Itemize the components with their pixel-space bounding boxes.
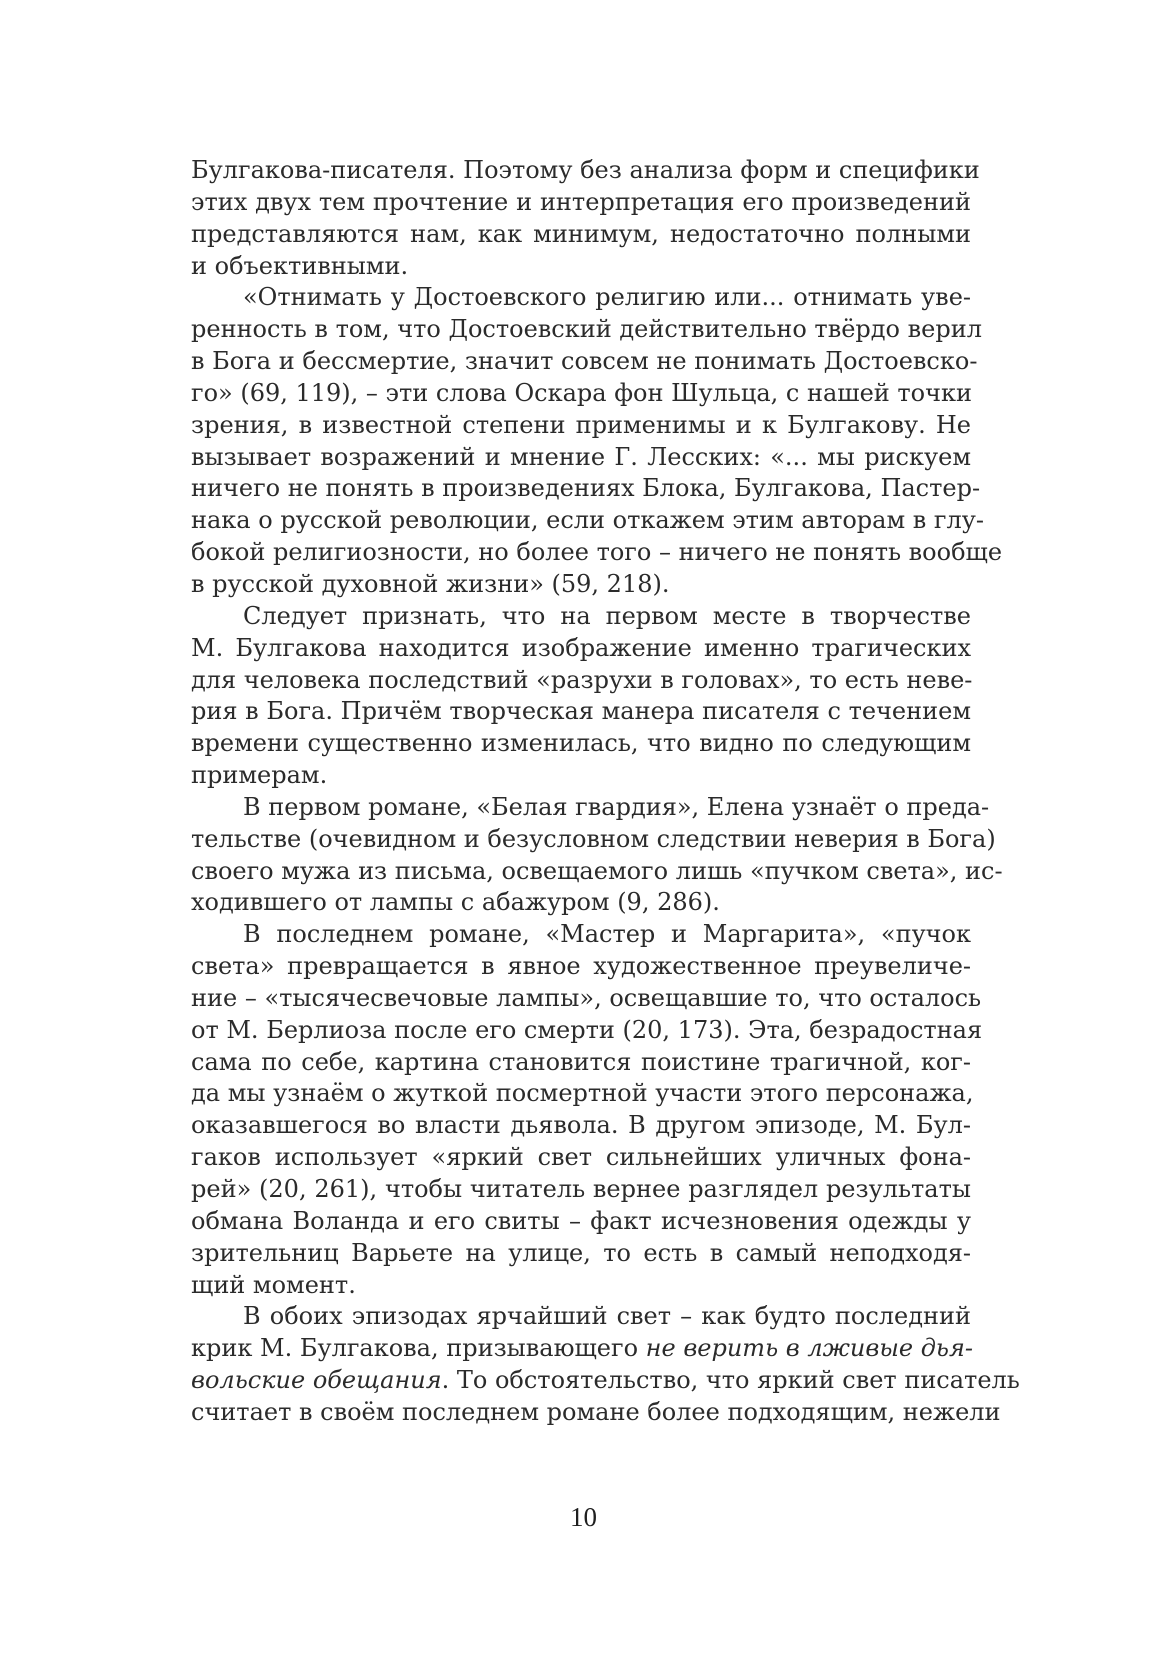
paragraph-6 bbox=[191, 1301, 1020, 1428]
text-line: тельстве (очевидном и безусловном следствии неверия в Бога) bbox=[191, 824, 996, 853]
text-line: в Бога и бессмертие, значит совсем не понимать Достоевско- bbox=[191, 347, 978, 376]
text-line: Булгакова-писателя. Поэтому без анализа форм и специфики bbox=[191, 156, 980, 184]
paragraph-1 bbox=[191, 155, 980, 282]
text-line: света» превращается в явное художественное преувеличе- bbox=[191, 952, 971, 981]
paragraph-4 bbox=[191, 792, 1003, 919]
text-line: времени существенно изменилась, что видно по следующим bbox=[191, 729, 971, 758]
text-line: рей» (20, 261), чтобы читатель вернее разглядел результаты bbox=[191, 1175, 971, 1203]
text-line: оказавшегося во власти дьявола. В другом эпизоде, М. Бул- bbox=[191, 1111, 971, 1140]
text-line: ходившего от лампы с абажуром (9, 286). bbox=[191, 888, 720, 917]
paragraph-2 bbox=[191, 282, 1003, 600]
text-line: ничего не понять в произведениях Блока, Булгакова, Пастер- bbox=[191, 474, 981, 503]
text-line: для человека последствий «разрухи в головах», то есть неве- bbox=[191, 665, 973, 694]
page-number: 10 bbox=[570, 1502, 597, 1532]
italic-emphasis: вольские обещания bbox=[191, 1366, 442, 1395]
text-line: вольские обещания. То обстоятельство, что яркий свет писатель bbox=[191, 1366, 1020, 1395]
text-line: представляются нам, как минимум, недостаточно полными bbox=[191, 219, 971, 248]
text-line: сама по себе, картина становится поистине трагичной, ког- bbox=[191, 1047, 971, 1076]
text-line: рия в Бога. Причём творческая манера писателя с течением bbox=[191, 697, 971, 726]
text-line: «Отнимать у Достоевского религию или... отнимать уве- bbox=[243, 283, 971, 312]
text-line: примерам. bbox=[191, 761, 328, 790]
text-line: ние – «тысячесвечовые лампы», освещавшие то, что осталось bbox=[191, 983, 982, 1012]
text-line: крик М. Булгакова, призывающего не верить в лживые дья- bbox=[191, 1334, 973, 1363]
text-line: зрительниц Варьете на улице, то есть в самый неподходя- bbox=[191, 1238, 971, 1267]
text-line: нака о русской революции, если откажем этим авторам в глу- bbox=[191, 506, 984, 535]
text-line: Следует признать, что на первом месте в творчестве bbox=[243, 601, 971, 630]
text-line: обмана Воланда и его свиты – факт исчезновения одежды у bbox=[191, 1206, 971, 1235]
text-line: зрения, в известной степени применимы и к Булгакову. Не bbox=[191, 410, 971, 439]
text-line: щий момент. bbox=[191, 1270, 356, 1299]
italic-emphasis: не верить в лживые дья- bbox=[645, 1334, 973, 1363]
text-line: да мы узнаём о жуткой посмертной участи этого персонажа, bbox=[191, 1079, 974, 1108]
text-line: бокой религиозности, но более того – ничего не понять вообще bbox=[191, 538, 1003, 567]
text-line: вызывает возражений и мнение Г. Лесских: «... мы рискуем bbox=[191, 442, 971, 471]
text-line: своего мужа из письма, освещаемого лишь «пучком света», ис- bbox=[191, 856, 1003, 885]
text-line: В первом романе, «Белая гвардия», Елена узнаёт о преда- bbox=[243, 792, 990, 821]
text-line: гаков использует «яркий свет сильнейших уличных фона- bbox=[191, 1143, 971, 1172]
text-line: М. Булгакова находится изображение именно трагических bbox=[191, 633, 971, 662]
text-line: этих двух тем прочтение и интерпретация его произведений bbox=[191, 187, 971, 216]
text-line: от М. Берлиоза после его смерти (20, 173). Эта, безрадостная bbox=[191, 1015, 983, 1044]
text-line: и объективными. bbox=[191, 251, 409, 280]
paragraph-3 bbox=[191, 601, 971, 792]
text-line: считает в своём последнем романе более подходящим, нежели bbox=[191, 1397, 1001, 1426]
text-line: в русской духовной жизни» (59, 218). bbox=[191, 569, 670, 598]
body-text bbox=[191, 155, 1020, 1429]
text-line: В последнем романе, «Мастер и Маргарита», «пучок bbox=[243, 920, 971, 949]
text-line: го» (69, 119), – эти слова Оскара фон Шульца, с нашей точки bbox=[191, 378, 972, 407]
text-line: В обоих эпизодах ярчайший свет – как будто последний bbox=[243, 1302, 971, 1331]
paragraph-5 bbox=[191, 919, 983, 1301]
text-line: ренность в том, что Достоевский действительно твёрдо верил bbox=[191, 315, 982, 344]
